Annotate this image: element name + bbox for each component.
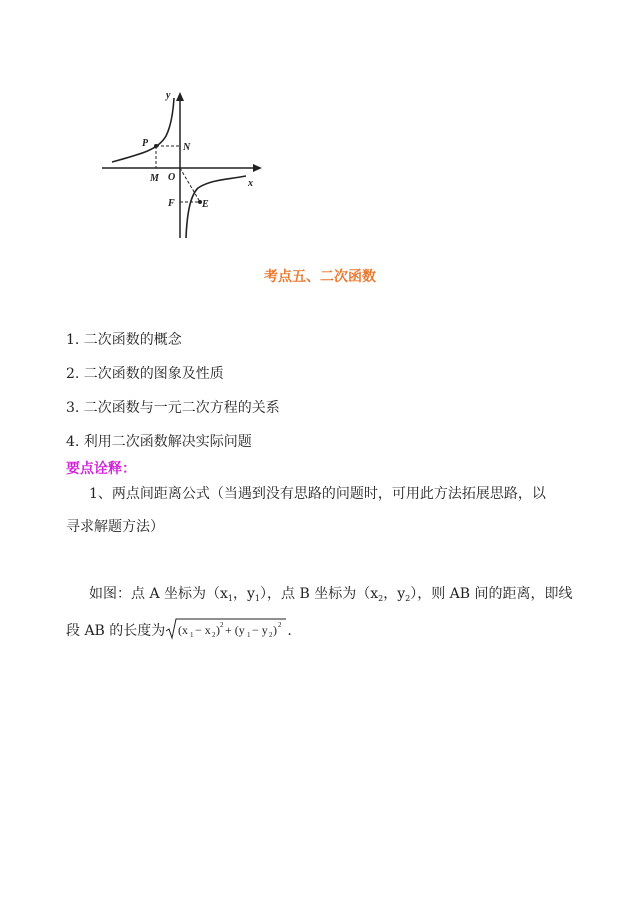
key-points-heading: 要点诠释： <box>66 461 136 477</box>
para2-a3-sub: 2 <box>378 594 384 603</box>
label-n: N <box>183 142 191 153</box>
label-origin: O <box>168 172 176 183</box>
x-axis-arrow-icon <box>253 164 262 172</box>
para2-b1: 段 AB 的长度为 <box>66 623 166 639</box>
point-p <box>154 144 158 148</box>
para2-a5: ），则 AB 间的距离，即线 <box>410 586 573 602</box>
svg-text:2: 2 <box>220 621 224 629</box>
svg-text:1: 1 <box>247 631 251 639</box>
list-item: 1. 二次函数的概念 <box>66 332 182 348</box>
para2-a3: ），点 B 坐标为（x <box>260 586 379 602</box>
para1-line2: 寻求解题方法） <box>66 519 164 535</box>
svg-text:(x: (x <box>178 623 189 637</box>
label-y: y <box>166 90 171 101</box>
hyperbola-figure <box>96 84 266 244</box>
para2-end: . <box>287 623 292 639</box>
list-item: 4. 利用二次函数解决实际问题 <box>66 434 252 450</box>
label-e: E <box>202 199 209 210</box>
dashed-o-to-e <box>180 168 200 202</box>
label-f: F <box>168 198 175 209</box>
label-p: P <box>142 138 149 149</box>
svg-text:+ (y: + (y <box>225 623 246 637</box>
para1-line1: 1、两点间距离公式（当遇到没有思路的问题时，可用此方法拓展思路，以 <box>89 486 546 502</box>
example-paragraph <box>66 578 586 648</box>
para2-line2 <box>66 615 586 648</box>
distance-formula-paragraph <box>66 478 586 544</box>
svg-text:− y: − y <box>252 623 269 637</box>
para2-a4-sub: 2 <box>405 594 411 603</box>
y-axis-arrow-icon <box>176 92 184 101</box>
svg-text:2: 2 <box>269 631 273 639</box>
list-item: 3. 二次函数与一元二次方程的关系 <box>66 400 280 416</box>
section-title: 考点五、二次函数 <box>264 269 376 285</box>
svg-text:2: 2 <box>212 631 216 639</box>
list-item: 2. 二次函数的图象及性质 <box>66 366 224 382</box>
svg-text:2: 2 <box>278 621 282 629</box>
svg-text:1: 1 <box>190 631 194 639</box>
distance-formula-image <box>165 617 287 641</box>
para2-a2-sub: 1 <box>254 594 261 603</box>
label-x: x <box>248 178 253 189</box>
svg-text:): ) <box>273 623 278 637</box>
para2-a1: 如图：点 A 坐标为（x <box>89 586 228 602</box>
para2-line1 <box>66 578 586 615</box>
svg-text:− x: − x <box>195 623 212 637</box>
para2-a1-sub: 1 <box>227 594 233 603</box>
para2-a4: ，y <box>383 586 406 602</box>
svg-text:): ) <box>216 623 221 637</box>
para2-a2: ，y <box>233 586 255 602</box>
hyperbola-branch-right <box>186 176 246 238</box>
label-m: M <box>150 173 159 184</box>
hyperbola-branch-left <box>112 98 174 162</box>
